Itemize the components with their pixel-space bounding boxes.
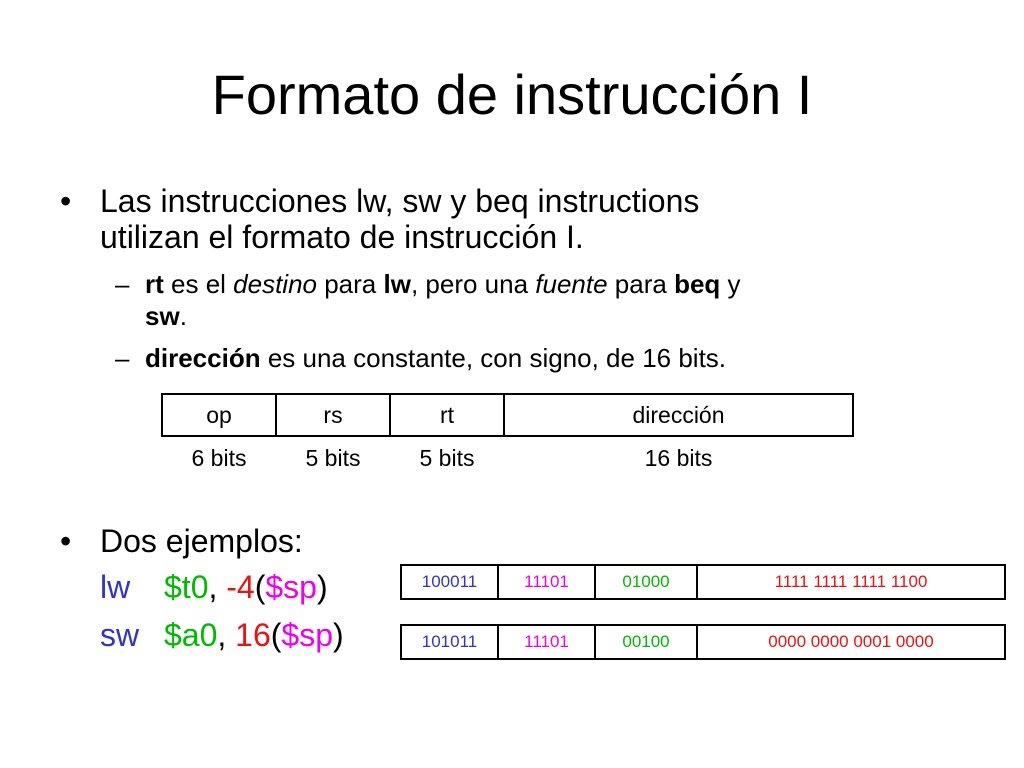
size-direccion: 16 bits	[644, 444, 713, 471]
field-direccion: dirección	[504, 394, 853, 436]
paren-close: )	[316, 569, 328, 605]
slide-title: Formato de instrucción I	[211, 63, 813, 126]
text-y: y	[720, 269, 741, 299]
offset-16: 16	[235, 617, 271, 653]
reg-sp: $sp	[265, 569, 317, 605]
size-rt: 5 bits	[419, 444, 475, 471]
term-direccion: dirección	[145, 343, 261, 373]
format-sizes-row	[162, 436, 853, 479]
encoding-sw	[400, 624, 1006, 660]
subbullet-rt-line-1	[145, 268, 945, 300]
example-lw	[100, 567, 328, 607]
enc-rs: 11101	[498, 625, 595, 659]
term-beq: beq	[674, 269, 721, 299]
field-rs: rs	[276, 394, 390, 436]
sub-dash: –	[115, 269, 130, 299]
bullet-line-2: utilizan el formato de instrucción I.	[100, 219, 584, 255]
reg-sp: $sp	[281, 617, 334, 653]
text-para-2: para	[607, 269, 675, 299]
bullet-marker: •	[60, 183, 72, 219]
size-rs: 5 bits	[305, 444, 361, 471]
examples-heading: Dos ejemplos:	[100, 523, 303, 559]
term-rt: rt	[145, 269, 164, 299]
subbullet-direccion	[115, 342, 945, 374]
text-period: .	[179, 301, 187, 331]
reg-a0: $a0	[164, 617, 218, 653]
term-fuente: fuente	[535, 269, 608, 299]
sep: ,	[208, 569, 227, 605]
encoding-row	[401, 625, 1005, 659]
subbullet-rt-line-2	[145, 300, 945, 332]
paren-open: (	[270, 617, 282, 653]
enc-opcode: 100011	[401, 565, 498, 599]
mnemonic-lw: lw	[100, 569, 131, 605]
bullet-examples	[60, 523, 303, 559]
field-rt: rt	[390, 394, 504, 436]
format-fields-row	[162, 394, 853, 436]
enc-address: 1111 1111 1111 1100	[697, 565, 1005, 599]
sep: ,	[217, 617, 236, 653]
offset-minus-4: -4	[226, 569, 255, 605]
enc-rs: 11101	[498, 565, 595, 599]
text-es-el: es el	[163, 269, 234, 299]
enc-rt: 00100	[595, 625, 697, 659]
i-format-table	[161, 393, 854, 479]
subbullet-rt	[115, 268, 945, 332]
text-pero-una: , pero una	[410, 269, 536, 299]
text-para: para	[317, 269, 384, 299]
enc-rt: 01000	[595, 565, 697, 599]
term-sw: sw	[145, 301, 180, 331]
paren-open: (	[254, 569, 266, 605]
paren-close: )	[333, 617, 344, 653]
field-op: op	[162, 394, 276, 436]
bullet-instructions	[60, 183, 960, 255]
bullet-marker: •	[60, 523, 72, 559]
term-destino: destino	[233, 269, 317, 299]
encoding-lw	[400, 564, 1006, 600]
mnemonic-sw: sw	[100, 617, 140, 653]
size-op: 6 bits	[191, 444, 247, 471]
example-sw	[100, 615, 344, 655]
sub-dash: –	[115, 343, 130, 373]
bullet-line-1: Las instrucciones lw, sw y beq instructions	[100, 183, 700, 219]
term-lw: lw	[383, 269, 411, 299]
reg-t0: $t0	[164, 569, 209, 605]
encoding-row	[401, 565, 1005, 599]
direccion-description: es una constante, con signo, de 16 bits.	[260, 343, 727, 373]
enc-opcode: 101011	[401, 625, 498, 659]
enc-address: 0000 0000 0001 0000	[697, 625, 1005, 659]
